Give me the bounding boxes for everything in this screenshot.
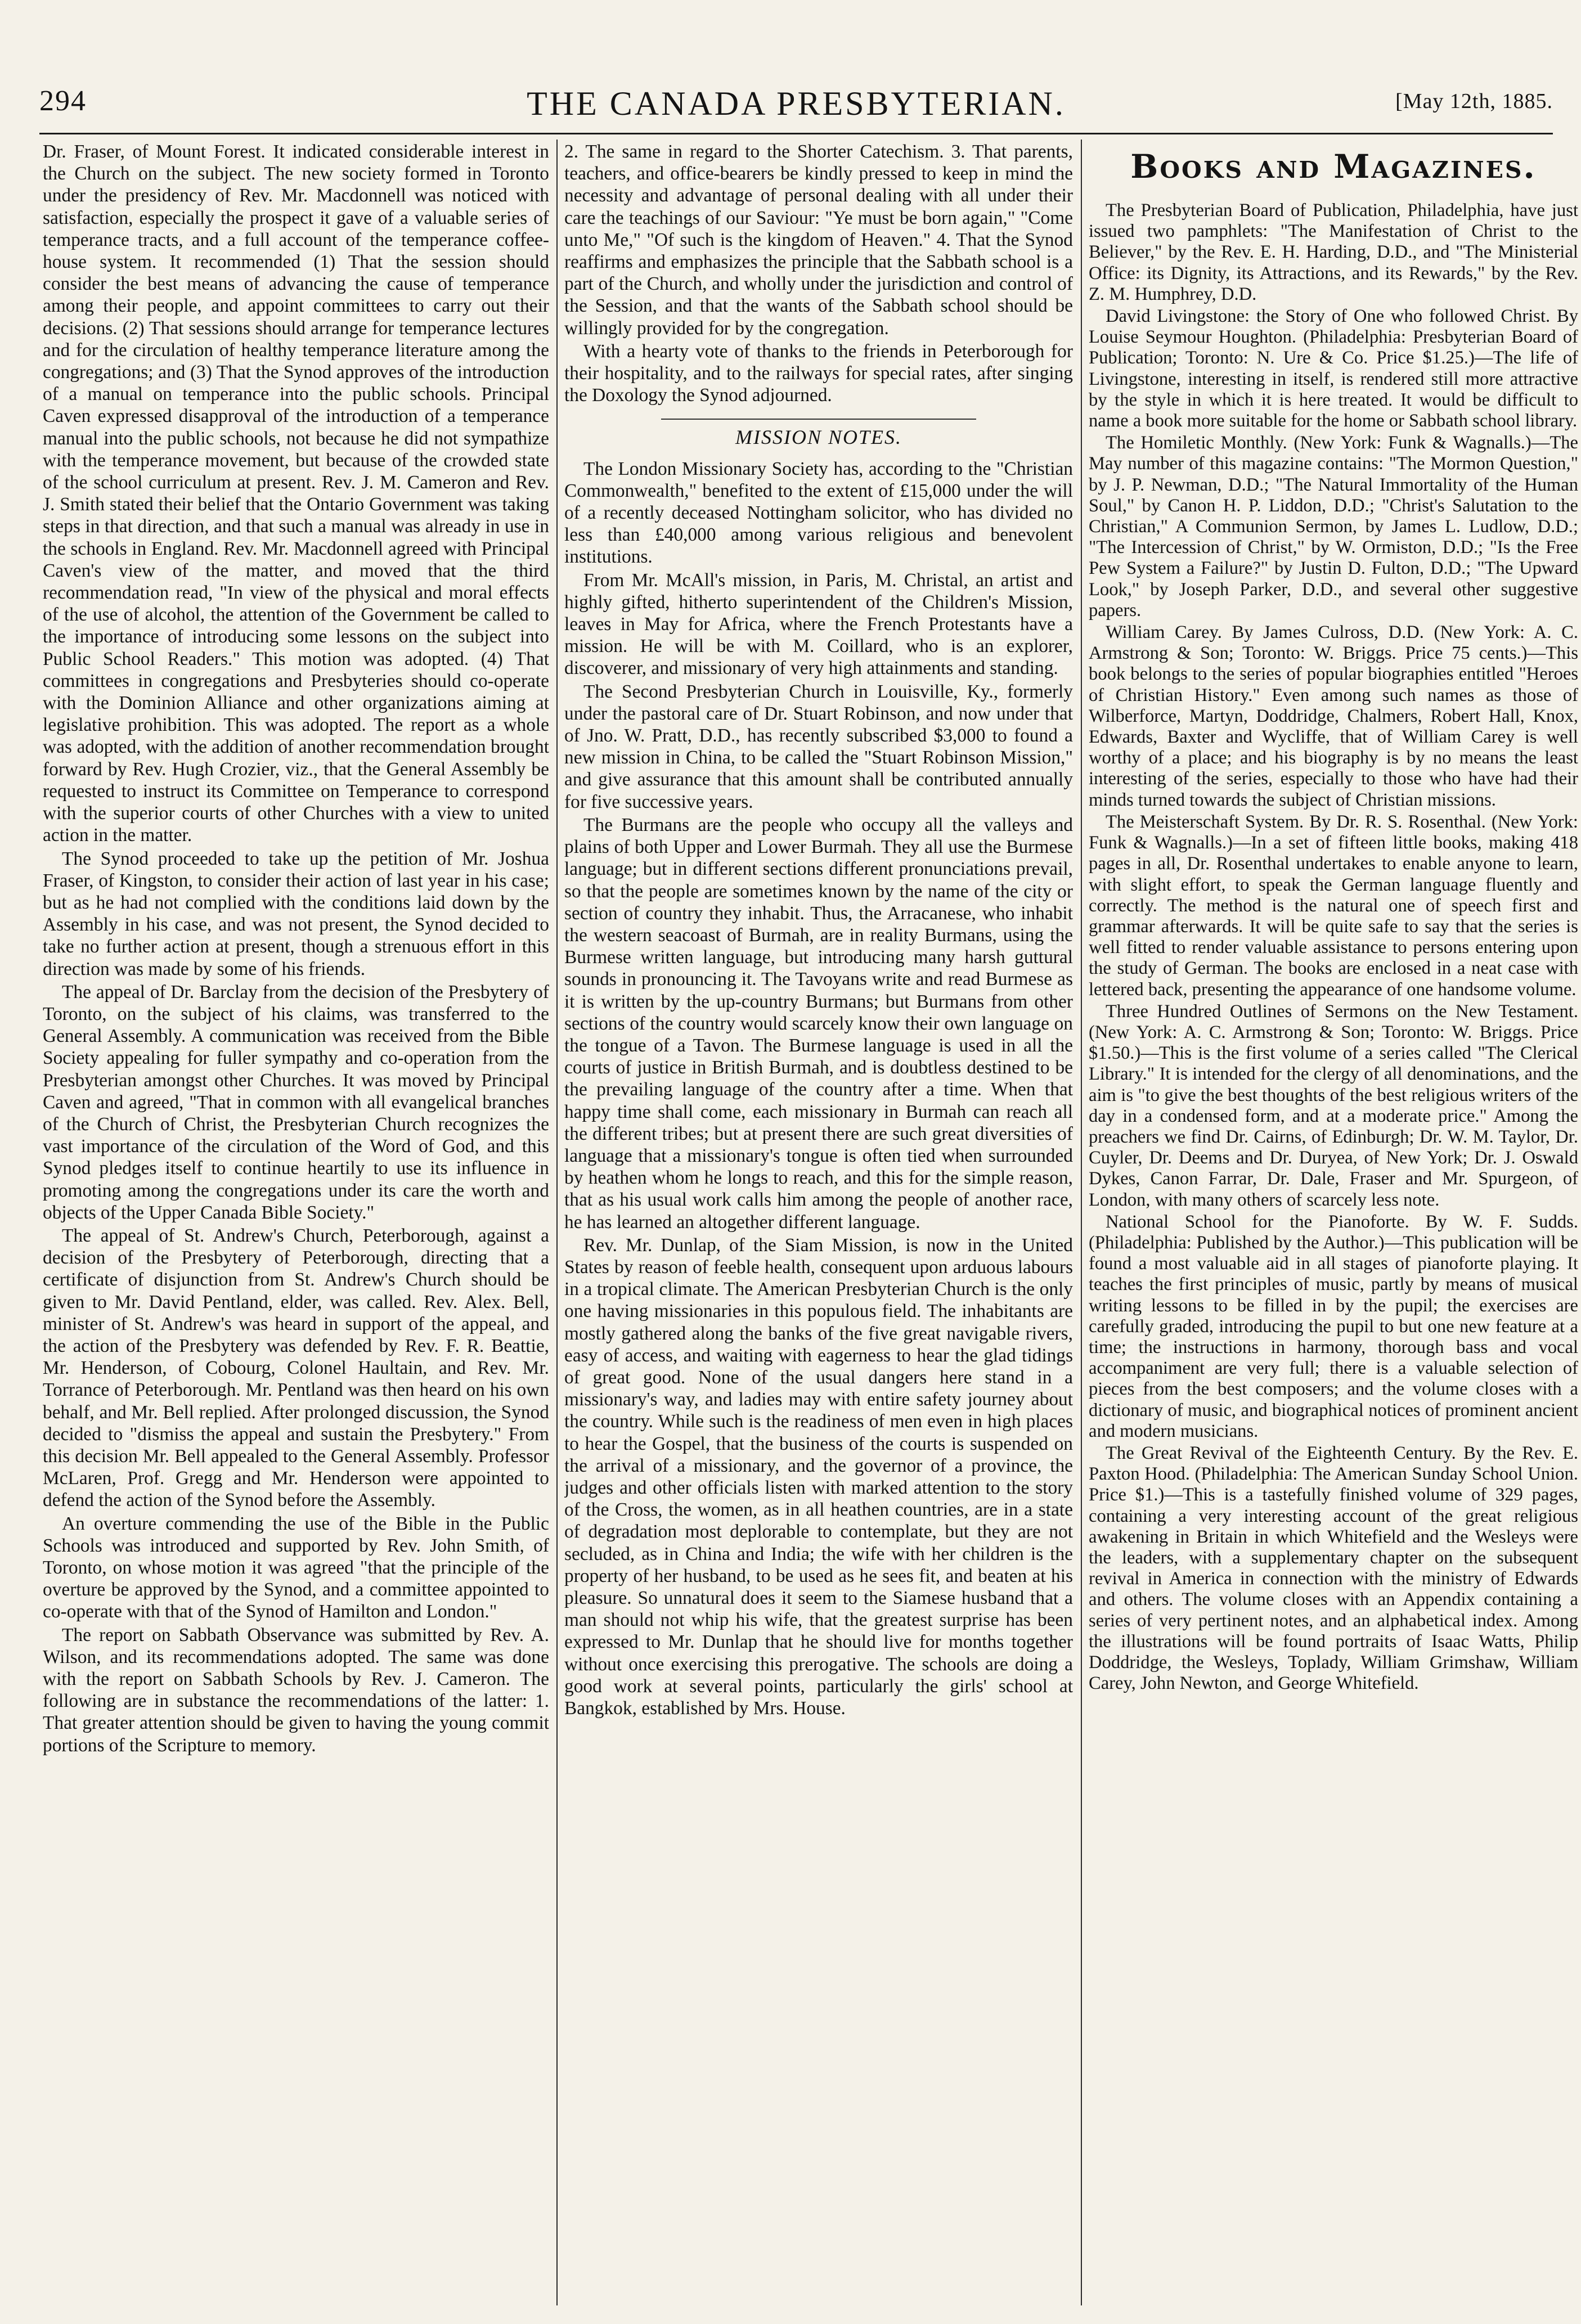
column-2 <box>564 141 1073 2301</box>
mission-notes-heading: MISSION NOTES. <box>661 419 976 448</box>
column-rule <box>1081 140 1082 2305</box>
paragraph: Rev. Mr. Dunlap, of the Siam Mission, is now in the United States by reason of feeble health, consequent upon arduous labours in a tropical climate. The American Presbyterian Church is the only one having missionaries in this populous field. The inhabitants are mostly gathered along the banks of the five great navigable rivers, easy of access, and waiting with eagerness to hear the glad tidings of great good. None of the usual dangers here stand in a missionary's way, and ladies may with entire safety journey about the country. While such is the readiness of men even in high places to hear the Gospel, that the business of the courts is suspended on the arrival of a missionary, and the governor of a province, the judges and other officials listen with marked attention to the story of the Cross, the women, as in all heathen countries, are in a state of degradation most deplorable to contemplate, but they are not secluded, as in China and India; the wife with her children is the property of her husband, to be used as he sees fit, and beaten at his pleasure. So unnatural does it seem to the Siamese husband that a man should not whip his wife, that the greatest surprise has been expressed to Mr. Dunlap that he should live for months together without once exercising this prerogative. The schools are doing a good work at several points, particularly the girls' school at Bangkok, established by Mrs. House. <box>564 1234 1073 1719</box>
paragraph: From Mr. McAll's mission, in Paris, M. Christal, an artist and highly gifted, hitherto superintendent of the Children's Mission, leaves in May for Africa, where the French Protestants have a mission. He will be with M. Coillard, who is an explorer, discoverer, and missionary of very high attainments and standing. <box>564 569 1073 679</box>
books-and-magazines-heading: Books and Magazines. <box>1130 147 1537 186</box>
book-review: The Great Revival of the Eighteenth Century. By the Rev. E. Paxton Hood. (Philadelphia: The American Sunday School Union. Price $1.)—This is a tastefully finished volume of 329 pages, containing a very interesting account of the great religious awakening in Britain in which Whitefield and the Wesleys were the leaders, with a supplementary chapter on the subsequent revival in America in connection with the ministry of Edwards and others. The volume closes with an Appendix containing a series of very pertinent notes, and an alphabetical index. Among the illustrations will be found portraits of Isaac Watts, Philip Doddridge, the Wesleys, Toplady, William Grimshaw, William Carey, John Newton, and George Whitefield. <box>1089 1442 1578 1694</box>
book-review: David Livingstone: the Story of One who followed Christ. By Louise Seymour Houghton. (Philadelphia: Presbyterian Board of Publication; Toronto: N. Ure & Co. Price $1.25.)—The life of Livingstone, interesting in itself, is rendered still more attractive by the style in which it is here treated. It would be difficult to name a book more suitable for the home or Sabbath school library. <box>1089 306 1578 431</box>
book-review: Three Hundred Outlines of Sermons on the New Testament. (New York: A. C. Armstrong & Son; Toronto: W. Briggs. Price $1.50.)—This is the first volume of a series called "The Clerical Library." It is intended for the clergy of all denominations, and the aim is "to give the best thoughts of the best religious writers of the day in a condensed form, and at a moderate price." Among the preachers we find Dr. Cairns, of Edinburgh; Dr. W. M. Taylor, Dr. Cuyler, Dr. Deems and Dr. Duryea, of New York; Dr. J. Oswald Dykes, Canon Farrar, Dr. Dale, Fraser and Mr. Spurgeon, of London, with many others of scarcely less note. <box>1089 1001 1578 1210</box>
paragraph: The London Missionary Society has, according to the "Christian Commonwealth," benefited to the extent of £15,000 under the will of a recently deceased Nottingham solicitor, who has divided no less than £40,000 among various religious and benevolent institutions. <box>564 458 1073 568</box>
book-review: National School for the Pianoforte. By W. F. Sudds. (Philadelphia: Published by the Author.)—This publication will be found a most valuable aid in all stages of pianoforte playing. It teaches the first principles of music, partly by means of musical writing lessons to be filled in by the pupil; the exercises are carefully graded, introducing the pupil to but one new feature at a time; the instructions in harmony, thorough bass and vocal accompaniment are very full; there is a valuable selection of pieces from the best composers; and the volume closes with a dictionary of music, and biographical notices of prominent ancient and modern musicians. <box>1089 1211 1578 1441</box>
column-1 <box>43 141 549 2301</box>
paragraph: The report on Sabbath Observance was submitted by Rev. A. Wilson, and its recommendations adopted. The same was done with the report on Sabbath Schools by Rev. J. Cameron. The following are in substance the recommendations of the latter: 1. That greater attention should be given to having the young commit portions of the Scripture to memory. <box>43 1624 549 1756</box>
paragraph: The appeal of St. Andrew's Church, Peterborough, against a decision of the Presbytery of Peterborough, directing that a certificate of disjunction from St. Andrew's Church should be given to Mr. David Pentland, elder, was called. Rev. Alex. Bell, minister of St. Andrew's was heard in support of the appeal, and the action of the Presbytery was defended by Rev. F. R. Beattie, Mr. Henderson, of Cobourg, Colonel Haultain, and Rev. Mr. Torrance of Peterborough. Mr. Pentland was then heard on his own behalf, and Mr. Bell replied. After prolonged discussion, the Synod decided to "dismiss the appeal and sustain the Presbytery." From this decision Mr. Bell appealed to the General Assembly. Professor McLaren, Prof. Gregg and Mr. Henderson were appointed to defend the action of the Synod before the Assembly. <box>43 1225 549 1511</box>
page-number: 294 <box>39 85 87 117</box>
issue-date: [May 12th, 1885. <box>1395 89 1553 113</box>
running-head <box>39 84 1553 129</box>
paragraph: Dr. Fraser, of Mount Forest. It indicated considerable interest in the Church on the subject. The new society formed in Toronto under the presidency of Rev. Mr. Macdonnell was noticed with satisfaction, especially the prospect it gave of a valuable series of temperance tracts, and a full account of the temperance coffee-house system. It recommended (1) That the session should consider the best means of advancing the cause of temperance among their people, and appoint committees to carry out their decisions. (2) That sessions should arrange for temperance lectures and for the circulation of healthy temperance literature among the congregations; and (3) That the Synod approves of the introduction of a manual on temperance into the public schools. Principal Caven expressed disapproval of the introduction of a temperance manual into the public schools, not because he did not sympathize with the temperance movement, but because of the crowded state of the school curriculum at present. Rev. J. M. Cameron and Rev. J. Smith stated their belief that the Ontario Government was taking steps in that direction, and that such a manual was already in use in the schools in England. Rev. Mr. Macdonnell agreed with Principal Caven's view of the matter, and moved that the third recommendation read, "In view of the physical and moral effects of the use of alcohol, the attention of the Government be called to the importance of introducing some lessons on the subject into Public School Readers." This motion was adopted. (4) That committees in congregations and Presbyteries should co-operate with the Dominion Alliance and other organizations aiming at legislative prohibition. This was adopted. The report as a whole was adopted, with the addition of another recommendation brought forward by Rev. Hugh Crozier, viz., that the General Assembly be requested to instruct its Committee on Temperance to correspond with the superior courts of other Churches with a view to united action in the matter. <box>43 141 549 846</box>
column-3 <box>1089 141 1578 2301</box>
column-rule <box>556 140 558 2305</box>
paragraph: The Second Presbyterian Church in Louisville, Ky., formerly under the pastoral care of Dr. Stuart Robinson, and now under that of Jno. W. Pratt, D.D., has recently subscribed $3,000 to found a new mission in China, to be called the "Stuart Robinson Mission," and give assurance that this amount shall be contributed annually for five successive years. <box>564 681 1073 812</box>
paragraph: An overture commending the use of the Bible in the Public Schools was introduced and supported by Rev. John Smith, of Toronto, on whose motion it was agreed "that the principle of the overture be approved by the Synod, and a committee appointed to co-operate with that of the Synod of Hamilton and London." <box>43 1513 549 1622</box>
book-review: The Presbyterian Board of Publication, Philadelphia, have just issued two pamphlets: "The Manifestation of Christ to the Believer," by the Rev. E. H. Harding, D.D., and "The Ministerial Office: its Dignity, its Attractions, and its Rewards," by the Rev. Z. M. Humphrey, D.D. <box>1089 200 1578 304</box>
paragraph: With a hearty vote of thanks to the friends in Peterborough for their hospitality, and to the railways for special rates, after singing the Doxology the Synod adjourned. <box>564 340 1073 406</box>
book-review: William Carey. By James Culross, D.D. (New York: A. C. Armstrong & Son; Toronto: W. Briggs. Price 75 cents.)—This book belongs to the series of popular biographies entitled "Heroes of Christian History." Even among such names as those of Wilberforce, Martyn, Doddridge, Chalmers, Robert Hall, Knox, Edwards, Baxter and Wycliffe, that of William Carey is well worthy of a place; and his biography is by no means the least interesting of the series, especially to those who have had their minds turned towards the subject of Christian missions. <box>1089 622 1578 810</box>
paragraph: The Burmans are the people who occupy all the valleys and plains of both Upper and Lower Burmah. They all use the Burmese language; but in different sections different pronunciations prevail, so that the people are sometimes known by the name of the city or section of country they inhabit. Thus, the Arracanese, who inhabit the western seacoast of Burmah, are in reality Burmans, using the Burmese written language, but introducing many harsh guttural sounds in pronouncing it. The Tavoyans write and read Burmese as it is written by the up-country Burmans; but Burmans from other sections of the country would scarcely know their own language on the tongue of a Tavon. The Burmese language is used in all the courts of justice in British Burmah, and is doubtless destined to be the prevailing language of the country after a time. When that happy time shall come, each missionary in Burmah can reach all the different tribes; but at present there are such great diversities of language that a missionary's tongue is often tied when surrounded by heathen whom he longs to reach, and this for the simple reason, that as his usual work calls him among the people of another race, he has learned an altogether different language. <box>564 814 1073 1233</box>
newspaper-title: THE CANADA PRESBYTERIAN. <box>527 85 1066 122</box>
paragraph: The Synod proceeded to take up the petition of Mr. Joshua Fraser, of Kingston, to consider their action of last year in his case; but as he had not complied with the conditions laid down by the Assembly in his case, and was not present, the Synod decided to take no further action at present, though a strenuous effort in this direction was made by some of his friends. <box>43 848 549 979</box>
book-review: The Meisterschaft System. By Dr. R. S. Rosenthal. (New York: Funk & Wagnalls.)—In a set of fifteen little books, making 418 pages in all, Dr. Rosenthal undertakes to enable anyone to learn, with slight effort, to speak the German language fluently and correctly. The method is the natural one of speech first and grammar afterwards. It will be quite safe to say that the series is well fitted to render valuable assistance to persons entering upon the study of German. The books are enclosed in a neat case with lettered back, presenting the appearance of one handsome volume. <box>1089 811 1578 1000</box>
paragraph: 2. The same in regard to the Shorter Catechism. 3. That parents, teachers, and office-bearers be kindly pressed to keep in mind the necessity and advantage of personal dealing with all under their care the teachings of our Saviour: "Ye must be born again," "Come unto Me," "Of such is the kingdom of Heaven." 4. That the Synod reaffirms and emphasizes the principle that the Sabbath school is a part of the Church, and wholly under the jurisdiction and control of the Session, and that the wants of the Sabbath school should be willingly provided for by the congregation. <box>564 141 1073 339</box>
book-review: The Homiletic Monthly. (New York: Funk & Wagnalls.)—The May number of this magazine contains: "The Mormon Question," by J. P. Newman, D.D.; "The Natural Immortality of the Human Soul," by Canon H. P. Liddon, D.D.; "Christ's Salutation to the Christian," A Communion Sermon, by James L. Ludlow, D.D.; "The Intercession of Christ," by W. Ormiston, D.D.; "Is the Free Pew System a Failure?" by Justin D. Fulton, D.D.; "The Upward Look," by Joseph Parker, D.D., and several other suggestive papers. <box>1089 433 1578 621</box>
header-rule <box>39 133 1553 134</box>
paragraph: The appeal of Dr. Barclay from the decision of the Presbytery of Toronto, on the subject of his claims, was transferred to the General Assembly. A communication was received from the Bible Society appealing for fuller sympathy and co-operation from the Presbyterian amongst other Churches. It was moved by Principal Caven and agreed, "That in common with all evangelical branches of the Church of Christ, the Presbyterian Church recognizes the vast importance of the circulation of the Word of God, and this Synod pledges itself to continue heartily to use its influence in promoting among the congregations under its care the worth and objects of the Upper Canada Bible Society." <box>43 981 549 1223</box>
